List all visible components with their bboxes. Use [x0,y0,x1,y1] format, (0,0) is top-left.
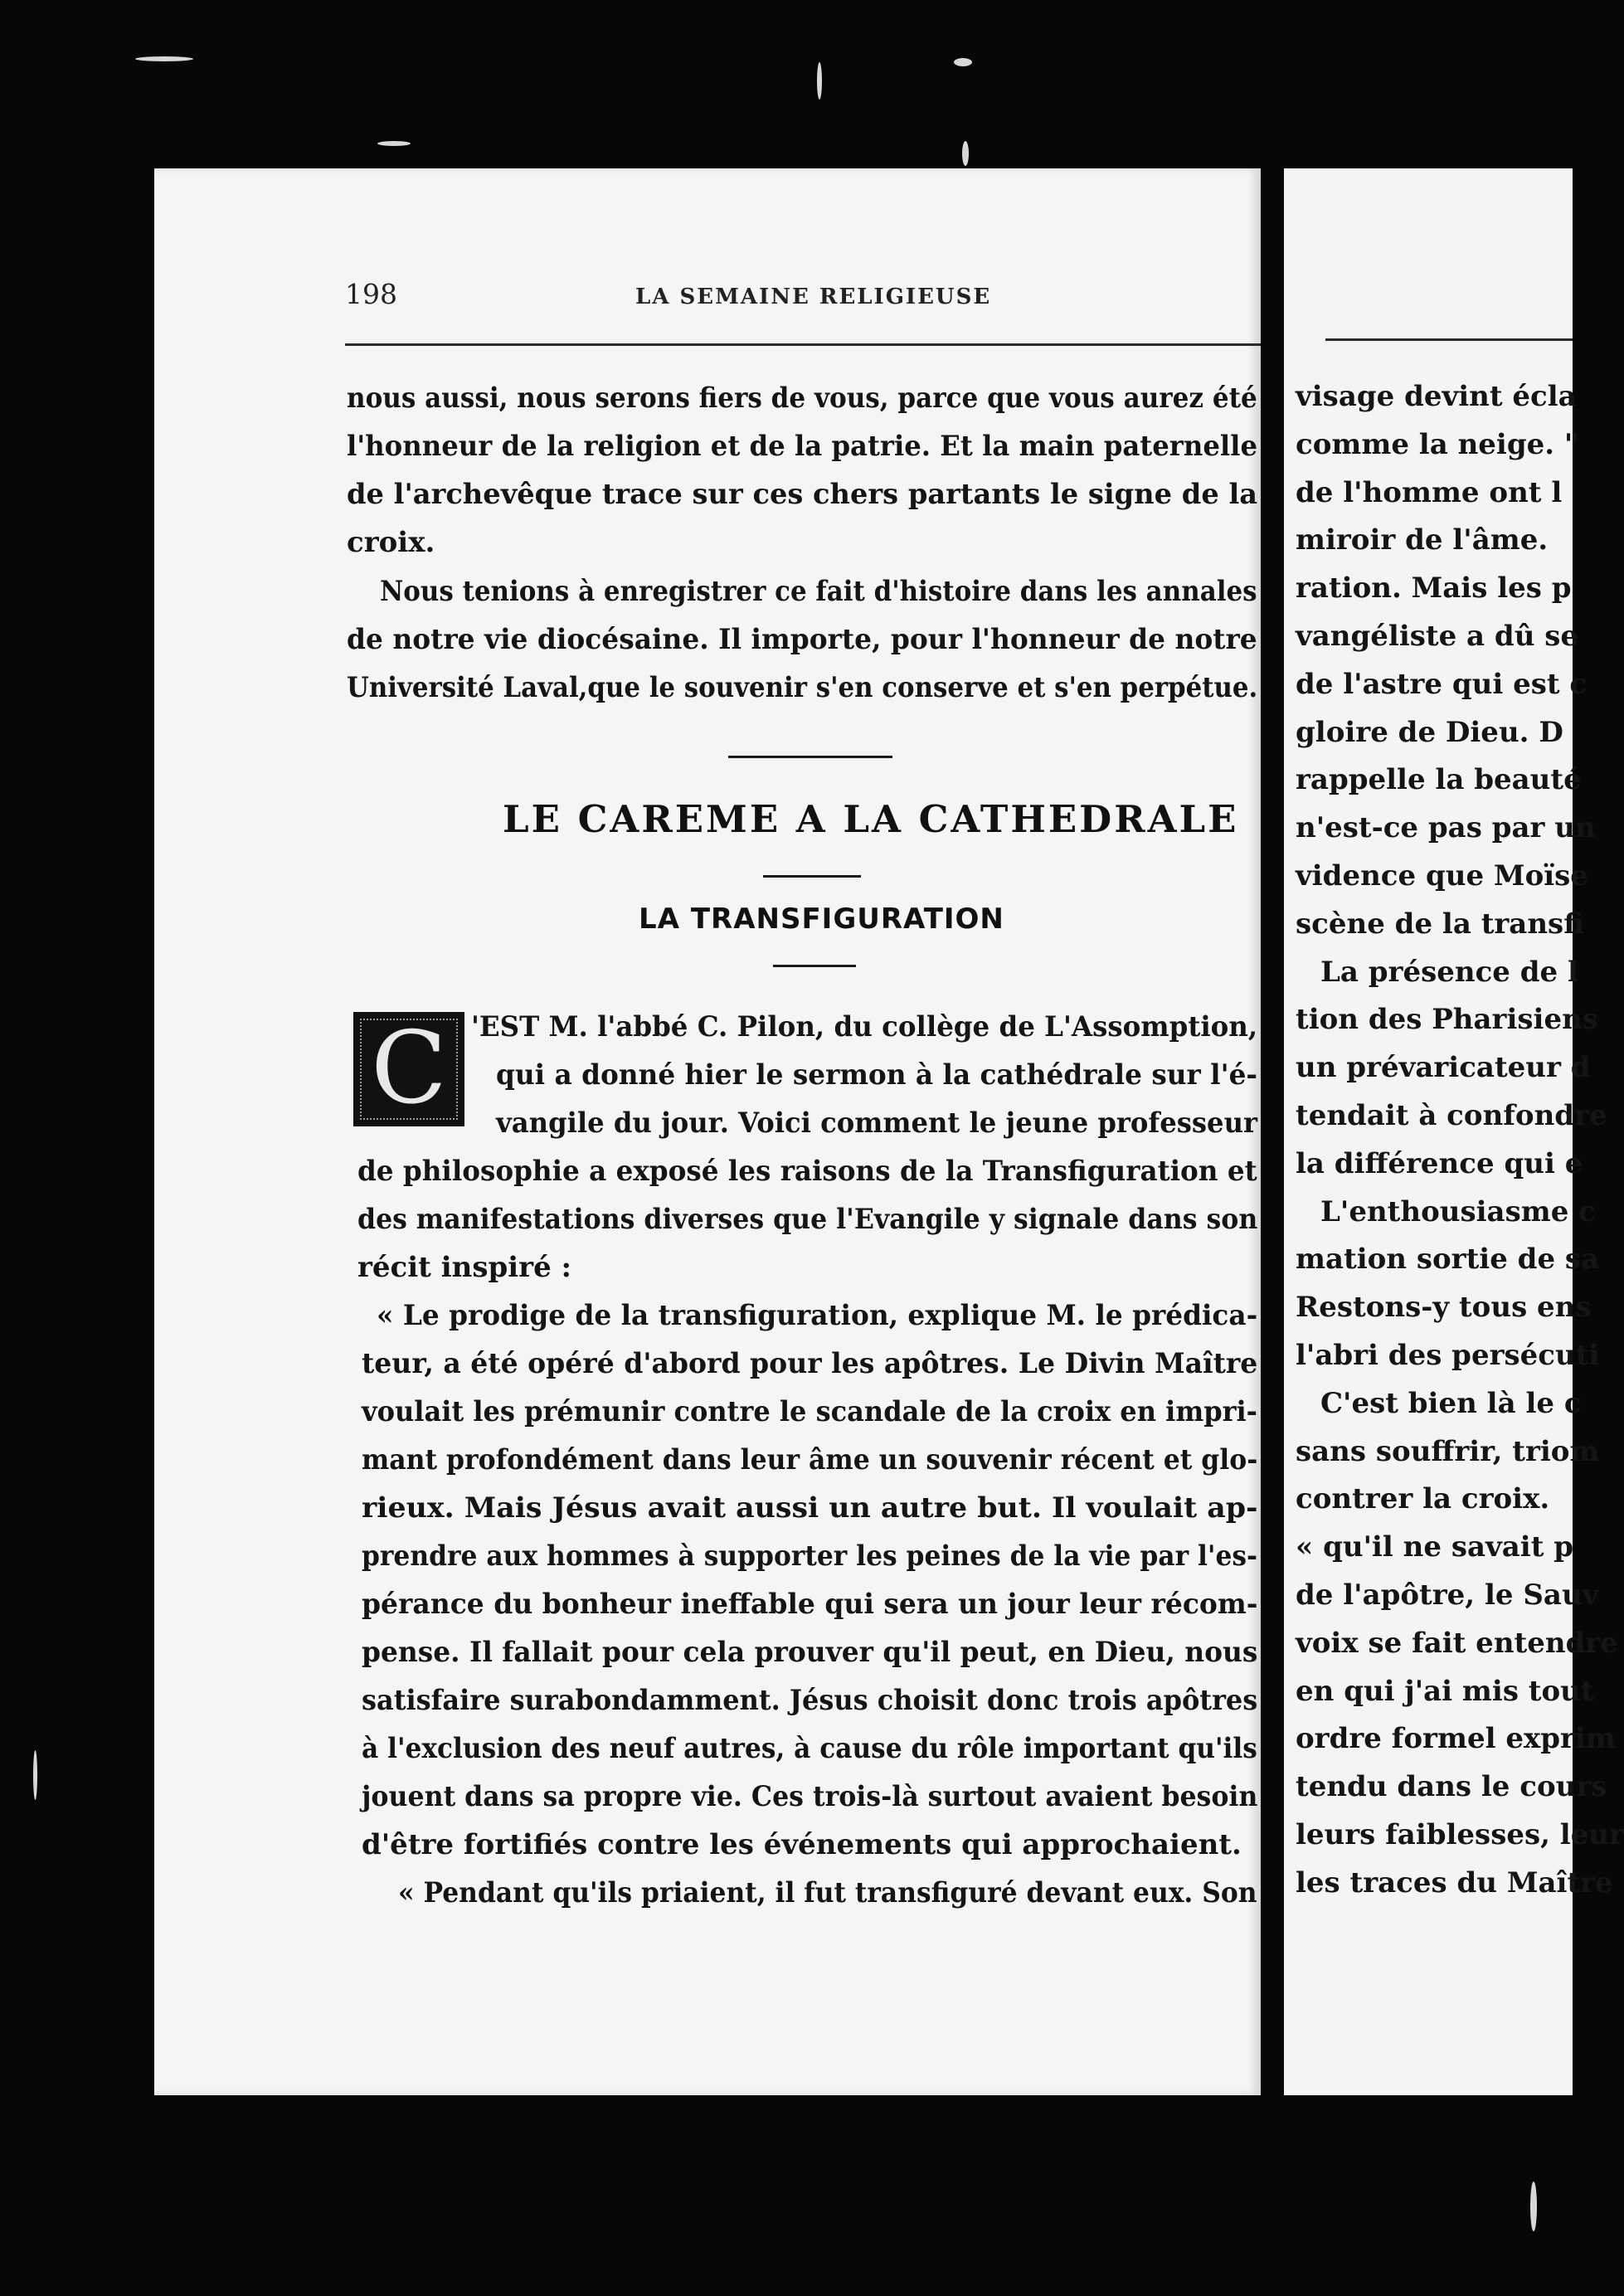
section-separator [728,756,892,758]
text-line: mation sortie de sa [1296,1243,1600,1277]
text-line: comme la neige. " [1296,427,1579,461]
text-line: Nous tenions à enregistrer ce fait d'histoire dans les annales [380,575,1257,608]
text-line: de notre vie diocésaine. Il importe, pour l'honneur de notre [347,623,1257,656]
background-speck [135,56,193,61]
text-line: gloire de Dieu. D [1296,715,1563,749]
text-line: rappelle la beauté [1296,763,1582,797]
text-line: leurs faiblesses, leur [1296,1818,1624,1851]
page-number: 198 [345,278,397,310]
text-line: la différence qui e [1296,1146,1583,1180]
text-line: 'EST M. l'abbé C. Pilon, du collège de L'Assomption, [471,1010,1258,1043]
text-line: vangéliste a dû se [1296,620,1579,653]
text-line: tendu dans le cours [1296,1770,1607,1804]
text-line: tion des Pharisiens [1296,1003,1598,1037]
text-line: Restons-y tous ens [1296,1291,1592,1325]
background-speck [377,141,411,146]
text-line: récit inspiré : [357,1251,572,1284]
text-line: rieux. Mais Jésus avait aussi un autre but. Il voulait ap- [362,1491,1258,1525]
background-speck [33,1750,37,1800]
text-line: des manifestations diverses que l'Evangile y signale dans son [357,1203,1258,1236]
text-line: en qui j'ai mis tout [1296,1674,1594,1708]
text-line: La présence de l [1320,955,1578,989]
text-line: voulait les prémunir contre le scandale de la croix en impri- [362,1395,1257,1428]
text-line: de l'homme ont l [1296,475,1563,509]
text-line: voix se fait entendre [1296,1626,1618,1660]
text-line: tendait à confondre [1296,1099,1607,1132]
running-title: LA SEMAINE RELIGIEUSE [635,285,992,309]
background-speck [954,58,972,66]
header-rule [345,343,1261,346]
text-line: prendre aux hommes à supporter les peines de la vie par l'es- [362,1540,1258,1573]
text-line: « qu'il ne savait p [1296,1530,1574,1564]
text-line: l'honneur de la religion et de la patrie. Et la main paternelle [347,430,1258,463]
text-line: « Pendant qu'ils priaient, il fut transfiguré devant eux. Son [398,1876,1257,1909]
text-line: de l'apôtre, le Sauv [1296,1578,1599,1612]
background-speck [817,62,822,100]
text-line: l'abri des persécuti [1296,1339,1600,1372]
text-line: sans souffrir, triom [1296,1434,1600,1468]
text-line: de l'archevêque trace sur ces chers partants le signe de la [347,478,1258,511]
drop-cap [353,1012,464,1126]
text-line: mant profondément dans leur âme un souvenir récent et glo- [362,1443,1258,1476]
text-line: C'est bien là le c [1320,1386,1582,1420]
header-rule [1325,338,1573,341]
section-heading: LE CAREME A LA CATHEDRALE [503,797,1239,841]
text-line: à l'exclusion des neuf autres, à cause du rôle important qu'ils [362,1732,1257,1765]
text-line: pérance du bonheur ineffable qui sera un jour leur récom- [362,1588,1258,1621]
text-line: « Le prodige de la transfiguration, explique M. le prédica- [377,1299,1258,1332]
drop-cap-letter: C [371,1011,447,1126]
text-line: croix. [347,526,435,559]
text-line: les traces du Maître [1296,1866,1613,1900]
section-subheading: LA TRANSFIGURATION [639,902,1004,936]
text-line: contrer la croix. [1296,1482,1550,1516]
subheading-separator [773,965,856,967]
background-speck [962,141,969,166]
text-line: qui a donné hier le sermon à la cathédrale sur l'é- [496,1058,1257,1092]
text-line: jouent dans sa propre vie. Ces trois-là surtout avaient besoin [362,1780,1258,1813]
text-line: ordre formel exprim [1296,1722,1616,1756]
text-line: scène de la transfi [1296,907,1584,941]
text-line: d'être fortifiés contre les événements qui approchaient. [362,1828,1242,1861]
text-line: ration. Mais les p [1296,572,1572,606]
text-line: miroir de l'âme. [1296,523,1549,557]
text-line: n'est-ce pas par un [1296,811,1596,845]
text-line: teur, a été opéré d'abord pour les apôtres. Le Divin Maître [362,1347,1258,1380]
text-line: nous aussi, nous serons fiers de vous, parce que vous aurez été [347,382,1257,415]
right-page [1284,168,1624,2095]
text-line: L'enthousiasme c [1320,1194,1596,1228]
heading-separator [763,875,861,878]
drop-cap-ornament [360,1019,458,1120]
text-line: de philosophie a exposé les raisons de la Transfiguration et [357,1155,1257,1188]
text-line: visage devint écla [1296,380,1577,413]
text-line: satisfaire surabondamment. Jésus choisit donc trois apôtres [362,1684,1258,1717]
text-line: vidence que Moïse [1296,859,1588,893]
text-line: vangile du jour. Voici comment le jeune professeur [496,1107,1258,1140]
background-speck [1530,2182,1537,2231]
text-line: Université Laval,que le souvenir s'en conserve et s'en perpétue. [347,671,1258,704]
text-line: un prévaricateur d [1296,1051,1591,1085]
left-page [154,168,1261,2095]
text-line: de l'astre qui est c [1296,667,1588,701]
text-line: pense. Il fallait pour cela prouver qu'il peut, en Dieu, nous [362,1636,1258,1669]
